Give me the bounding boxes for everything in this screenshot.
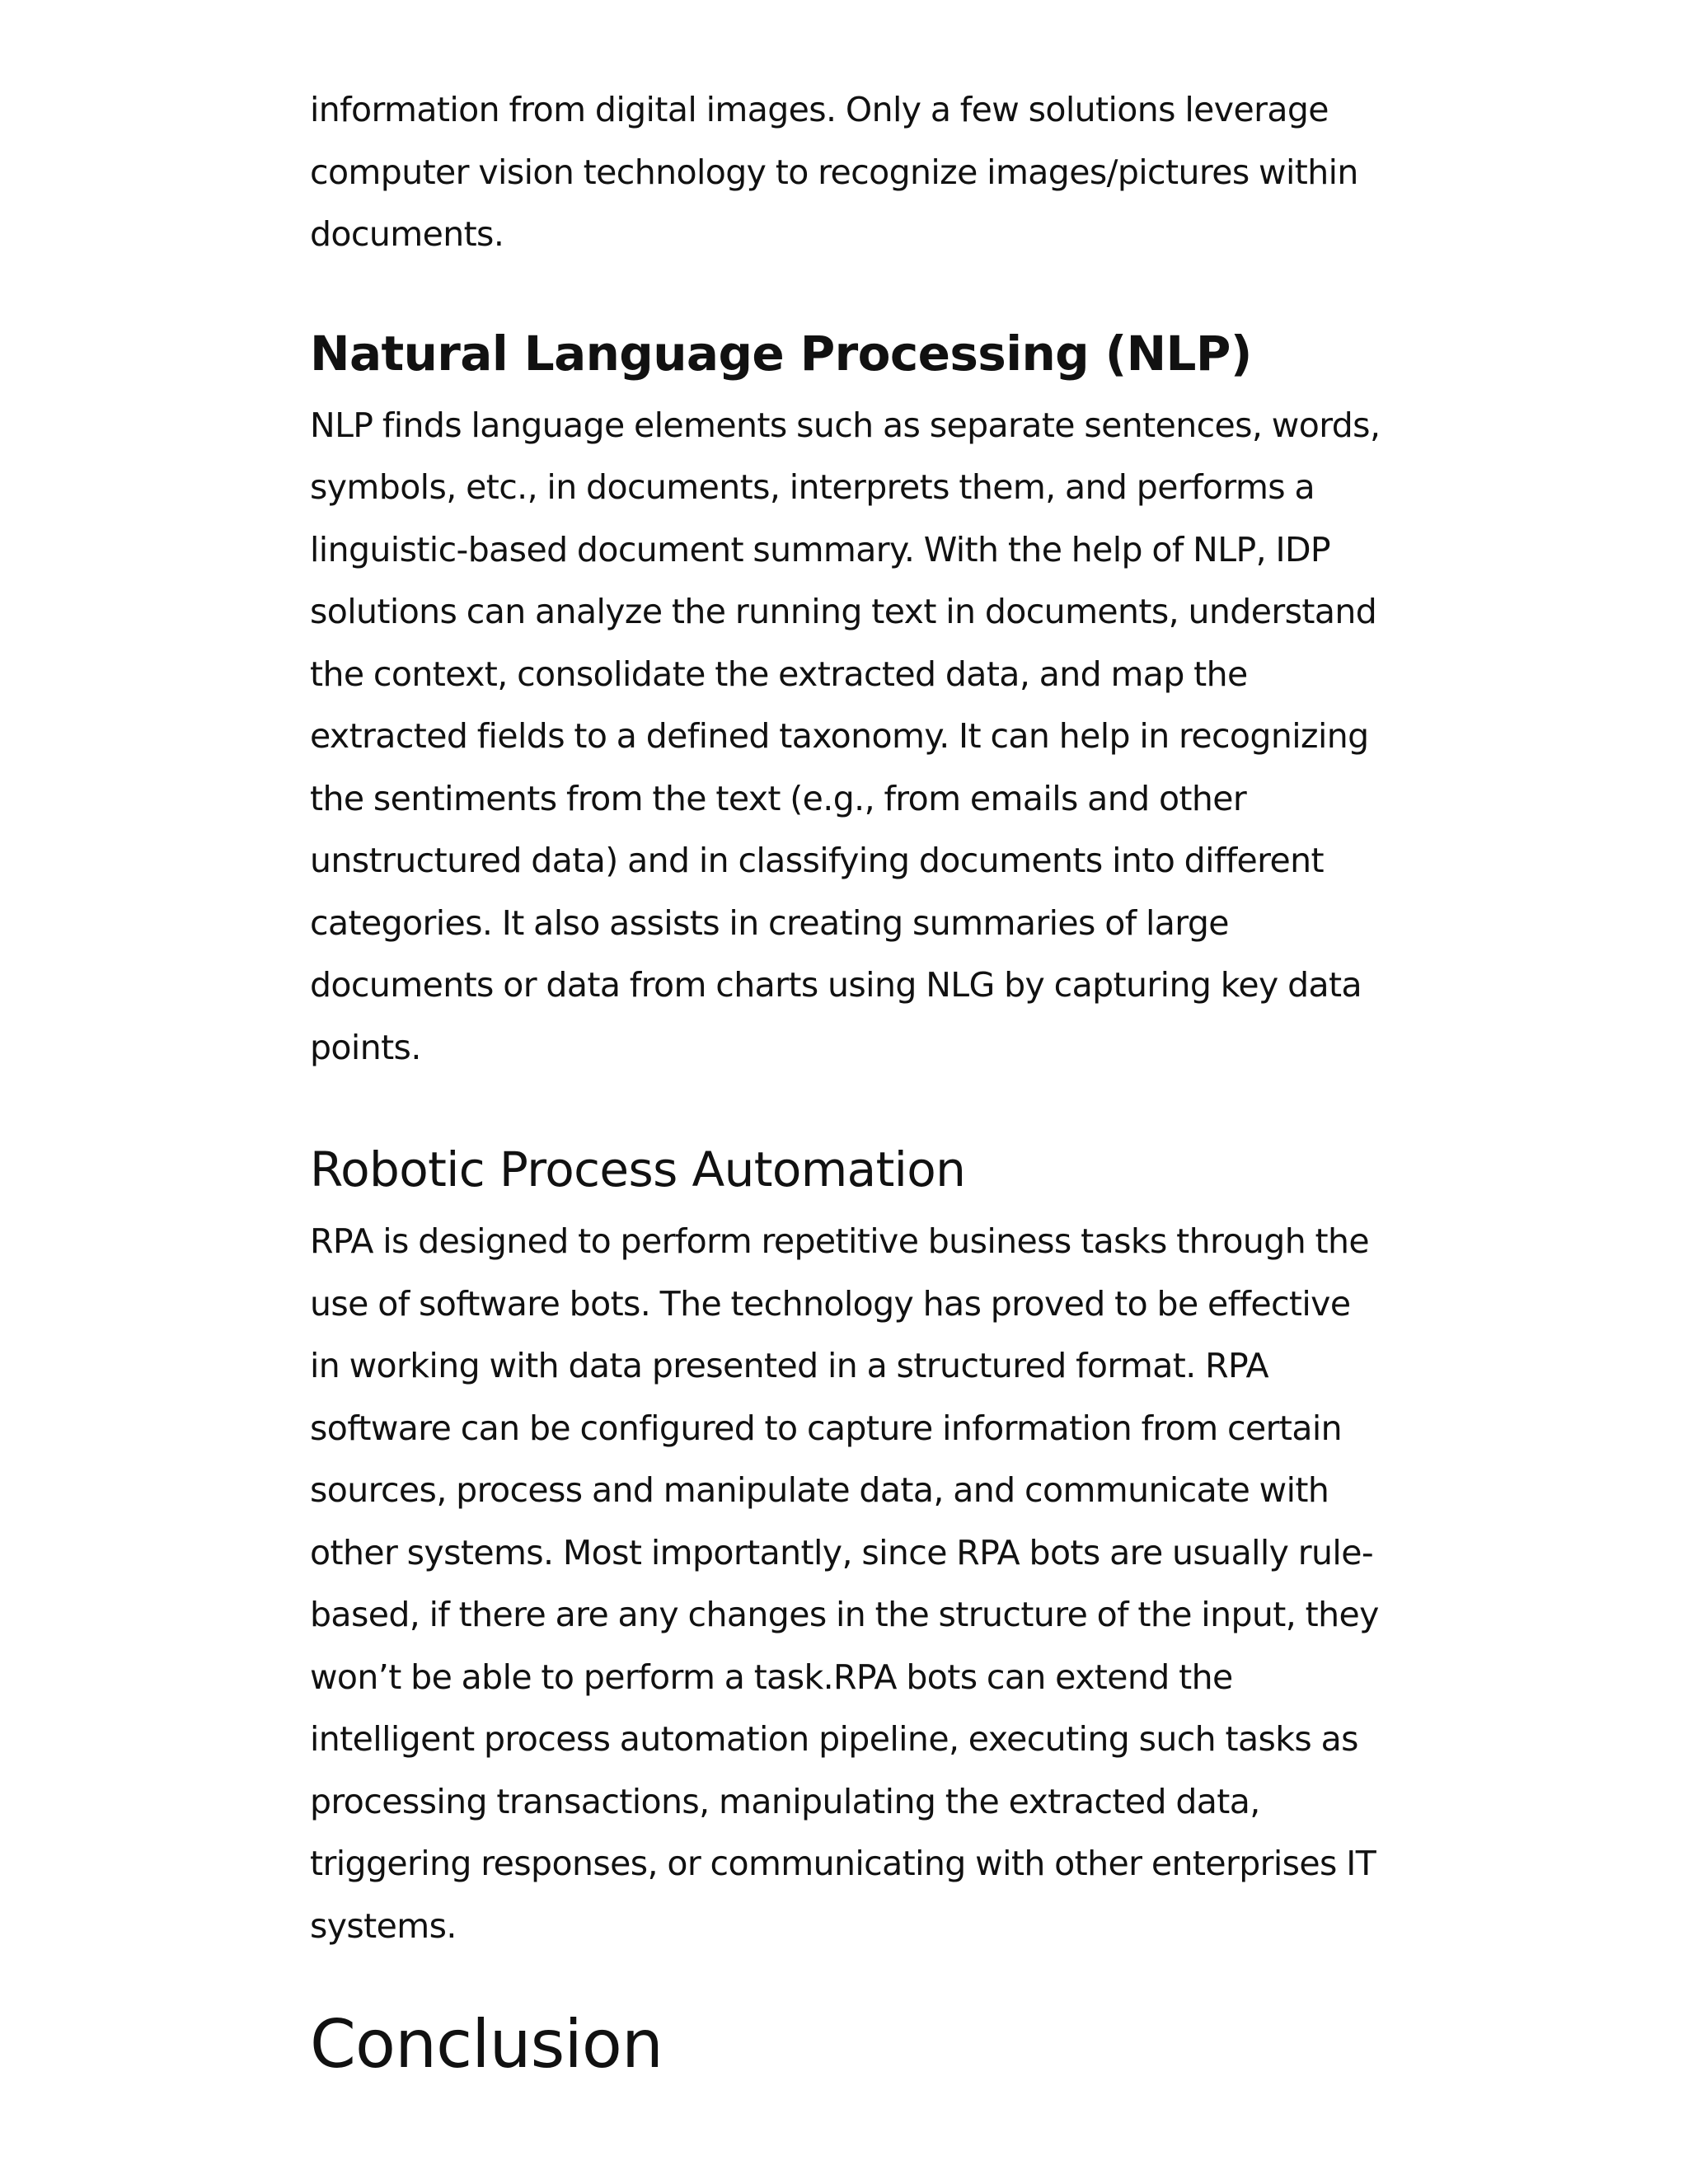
article-content xyxy=(310,79,1381,2086)
intro-paragraph: information from digital images. Only a few solutions leverage computer vision technology to recognize images/pictures within documents. xyxy=(310,90,1358,254)
nlp-heading: Natural Language Processing (NLP) xyxy=(310,325,1252,382)
nlp-paragraph: NLP finds language elements such as separate sentences, words, symbols, etc., in documents, interprets them, and performs a linguistic-based document summary. With the help of NLP, IDP solutions can analyze the running text in documents, understand the context, consolidate the extracted data, and map the extracted fields to a defined taxonomy. It can help in recognizing the sentiments from the text (e.g., from emails and other unstructured data) and in classifying documents into different categories. It also assists in creating summaries of large documents or data from charts using NLG by capturing key data points. xyxy=(310,405,1381,1067)
rpa-heading: Robotic Process Automation xyxy=(310,1141,966,1197)
rpa-paragraph: RPA is designed to perform repetitive business tasks through the use of software bots. The technology has proved to be effective in working with data presented in a structured format. RPA software can be configured to capture information from certain sources, process and manipulate data, and communicate with other systems. Most importantly, since RPA bots are usually rule-based, if there are any changes in the structure of the input, they won’t be able to perform a task.RPA bots can extend the intelligent process automation pipeline, executing such tasks as processing transactions, manipulating the extracted data, triggering responses, or communicating with other enterprises IT systems. xyxy=(310,1221,1379,1946)
conclusion-heading: Conclusion xyxy=(310,2006,663,2083)
